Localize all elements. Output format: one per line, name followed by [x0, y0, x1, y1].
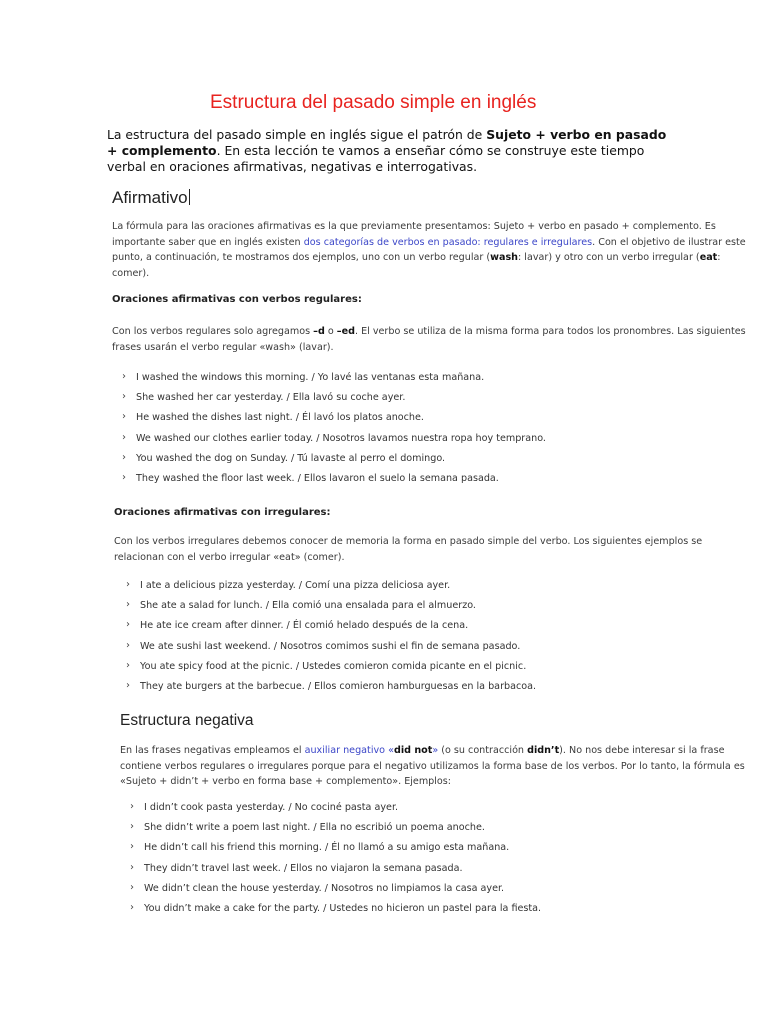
verb-wash: wash	[490, 252, 518, 263]
irregular-intro: Con los verbos irregulares debemos conocer de memoria la forma en pasado simple del verbo. Los siguientes ejemplos se relacionan con el verbo irregular «eat» (comer).	[114, 536, 703, 563]
negativa-text-2: (o su contracción	[438, 745, 528, 756]
text-cursor	[189, 189, 190, 205]
list-item-text: We didn’t clean the house yesterday. / Nosotros no limpiamos la casa ayer.	[144, 882, 505, 894]
negativa-heading: Estructura negativa	[120, 712, 254, 729]
list-item-text: I washed the windows this morning. / Yo lavé las ventanas esta mañana.	[136, 372, 485, 383]
list-item	[122, 431, 546, 451]
afirmativo-heading-text: Afirmativo	[112, 188, 188, 207]
list-item	[126, 578, 536, 598]
list-item-text: He washed the dishes last night. / Él lavó los platos anoche.	[136, 412, 424, 424]
regular-intro-text-1: Con los verbos regulares solo agregamos	[112, 326, 314, 337]
list-item	[130, 881, 541, 901]
list-item-text: He ate ice cream after dinner. / Él comió helado después de la cena.	[140, 620, 469, 632]
list-item-text: I ate a delicious pizza yesterday. / Comí una pizza deliciosa ayer.	[140, 580, 451, 591]
chevron-right-icon: ›	[126, 619, 130, 631]
list-item-text: You ate spicy food at the picnic. / Ustedes comieron comida picante en el picnic.	[140, 660, 527, 672]
afirmativo-text-2: . Con el objetivo de ilustrar este punto, a continuación, te mostramos dos ejemplos, uno con un verbo regular (	[112, 236, 746, 263]
list-item	[130, 800, 541, 820]
regular-intro	[112, 324, 752, 355]
list-item	[126, 598, 536, 618]
chevron-right-icon: ›	[122, 451, 126, 463]
list-item-text: She ate a salad for lunch. / Ella comió una ensalada para el almuerzo.	[140, 600, 476, 612]
suffix-d: –d	[313, 326, 325, 337]
chevron-right-icon: ›	[126, 639, 130, 651]
afirmativo-text-1: La fórmula para las oraciones afirmativas es la que previamente presentamos: Sujeto + verbo en pasado + complemento. Es importante saber que en inglés existen	[112, 221, 716, 248]
verb-eat: eat	[699, 252, 718, 263]
chevron-right-icon: ›	[122, 471, 126, 483]
list-item-text: She didn’t write a poem last night. / Ella no escribió un poema anoche.	[144, 822, 485, 834]
chevron-right-icon: ›	[130, 821, 134, 833]
chevron-right-icon: ›	[130, 801, 134, 812]
page-title: Estructura del pasado simple en inglés	[210, 92, 537, 113]
chevron-right-icon: ›	[122, 431, 126, 443]
chevron-right-icon: ›	[126, 659, 130, 671]
list-item-text: They ate burgers at the barbecue. / Ellos comieron hamburguesas en la barbacoa.	[140, 680, 537, 692]
list-item-text: You washed the dog on Sunday. / Tú lavaste al perro el domingo.	[136, 452, 446, 464]
negativa-paragraph	[120, 743, 756, 790]
link-close-quote[interactable]: »	[432, 745, 439, 756]
list-item-text: We ate sushi last weekend. / Nosotros comimos sushi el fin de semana pasado.	[140, 640, 521, 652]
list-item	[126, 639, 536, 659]
intro-formula: Sujeto + verbo en pasado + complemento	[107, 127, 667, 158]
intro-text-2: . En esta lección te vamos a enseñar cómo se construye este tiempo verbal en oraciones afirmativas, negativas e interrogativas.	[107, 143, 645, 174]
chevron-right-icon: ›	[130, 861, 134, 873]
list-item-text: They washed the floor last week. / Ellos lavaron el suelo la semana pasada.	[136, 472, 499, 484]
negative-examples-list	[130, 800, 541, 921]
chevron-right-icon: ›	[130, 901, 134, 913]
list-item-text: She washed her car yesterday. / Ella lavó su coche ayer.	[136, 392, 406, 404]
contraction-didnt: didn’t	[527, 745, 560, 756]
list-item	[122, 410, 546, 430]
chevron-right-icon: ›	[122, 411, 126, 423]
intro-text-1: La estructura del pasado simple en inglés sigue el patrón de	[107, 127, 487, 142]
list-item	[126, 618, 536, 638]
afirmativo-heading	[112, 188, 190, 208]
list-item-text: I didn’t cook pasta yesterday. / No cociné pasta ayer.	[144, 802, 399, 813]
intro-paragraph	[107, 127, 667, 175]
link-verb-categories[interactable]: dos categorías de verbos en pasado: regulares e irregulares	[303, 236, 593, 248]
irregular-examples-list	[126, 578, 536, 699]
regular-examples-list	[122, 370, 546, 491]
list-item-text: He didn’t call his friend this morning. / Él no llamó a su amigo esta mañana.	[144, 842, 510, 854]
chevron-right-icon: ›	[122, 391, 126, 403]
list-item	[130, 901, 541, 921]
afirmativo-text-3: : lavar) y otro con un verbo irregular (	[518, 252, 700, 263]
list-item-text: You didn’t make a cake for the party. / Ustedes no hicieron un pastel para la fiesta.	[144, 902, 542, 914]
list-item	[122, 390, 546, 410]
chevron-right-icon: ›	[126, 579, 130, 590]
list-item-text: They didn’t travel last week. / Ellos no viajaron la semana pasada.	[144, 862, 463, 874]
regular-intro-text-3: . El verbo se utiliza de la misma forma para todos los pronombres. Las siguientes frases usarán el verbo regular «wash» (lavar).	[112, 326, 746, 353]
link-auxiliar-text[interactable]: auxiliar negativo «	[304, 745, 394, 756]
negativa-text-1: En las frases negativas empleamos el	[120, 745, 305, 756]
list-item-text: We washed our clothes earlier today. / Nosotros lavamos nuestra ropa hoy temprano.	[136, 432, 546, 444]
afirmativo-text-4: : comer).	[112, 252, 721, 279]
list-item	[126, 659, 536, 679]
list-item	[122, 451, 546, 471]
regular-intro-text-2: o	[324, 326, 337, 337]
chevron-right-icon: ›	[126, 599, 130, 611]
list-item	[130, 840, 541, 860]
list-item	[130, 861, 541, 881]
chevron-right-icon: ›	[126, 679, 130, 691]
regular-heading: Oraciones afirmativas con verbos regulares:	[112, 294, 362, 305]
negativa-text-3: ). No nos debe interesar si la frase contiene verbos regulares o irregulares porque para el negativo utilizamos la forma base de los verbos. Por lo tanto, la fórmula es «Sujeto + didn’t + verbo en forma base + complemento». Ejemplos:	[120, 745, 745, 787]
list-item	[126, 679, 536, 699]
list-item	[122, 370, 546, 390]
link-did-not[interactable]: did not	[393, 745, 433, 756]
list-item	[130, 820, 541, 840]
afirmativo-paragraph	[112, 219, 757, 281]
irregular-heading: Oraciones afirmativas con irregulares:	[114, 507, 331, 518]
link-auxiliar-negativo[interactable]	[305, 745, 439, 756]
chevron-right-icon: ›	[130, 841, 134, 853]
suffix-ed: –ed	[336, 326, 355, 337]
chevron-right-icon: ›	[122, 371, 126, 382]
chevron-right-icon: ›	[130, 881, 134, 893]
list-item	[122, 471, 546, 491]
